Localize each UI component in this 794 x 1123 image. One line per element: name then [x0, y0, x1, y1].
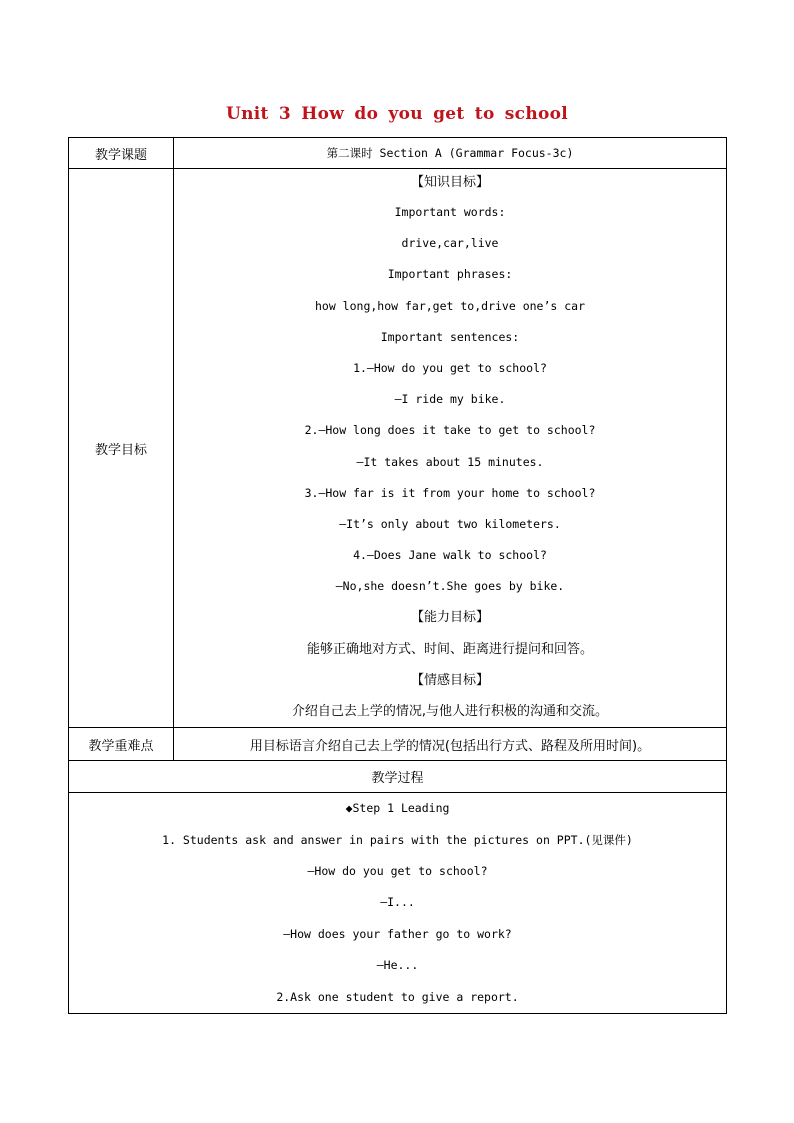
ability-text: 能够正确地对方式、时间、距离进行提问和回答。: [306, 641, 593, 657]
objectives-label: 教学目标: [69, 169, 174, 728]
objectives-content: [174, 169, 727, 728]
sentence-line: —I ride my bike.: [394, 392, 506, 407]
sentence-line: 3.—How far is it from your home to school?: [304, 485, 596, 500]
process-heading: 教学过程: [69, 761, 727, 793]
sentence-line: —It takes about 15 minutes.: [356, 454, 544, 469]
step-title: ◆Step 1 Leading: [345, 801, 450, 816]
sentence-line: 4.—Does Jane walk to school?: [353, 548, 547, 563]
key-points-value: 用目标语言介绍自己去上学的情况(包括出行方式、路程及所用时间)。: [174, 728, 727, 761]
process-content: [69, 793, 727, 1014]
emotion-heading: 【情感目标】: [410, 672, 489, 688]
knowledge-heading: 【知识目标】: [410, 175, 489, 190]
process-row: [69, 793, 727, 1014]
key-points-label: 教学重难点: [69, 728, 174, 761]
dialogue-line: —How do you get to school?: [307, 863, 488, 878]
sentences-label: Important sentences:: [380, 329, 520, 344]
lesson-value: 第二课时 Section A (Grammar Focus-3c): [174, 138, 727, 169]
process-heading-row: [69, 761, 727, 793]
dialogue-line: —He...: [376, 958, 419, 973]
lesson-row: [69, 138, 727, 169]
sentence-line: —It’s only about two kilometers.: [339, 516, 561, 531]
phrases-label: Important phrases:: [387, 267, 513, 282]
words-list: drive,car,live: [401, 236, 499, 251]
process-item-2: 2.Ask one student to give a report.: [276, 989, 519, 1004]
emotion-text: 介绍自己去上学的情况,与他人进行积极的沟通和交流。: [291, 704, 609, 719]
lesson-label: 教学课题: [69, 138, 174, 169]
objectives-row: [69, 169, 727, 728]
process-item-1: 1. Students ask and answer in pairs with the pictures on PPT.(见课件): [162, 832, 633, 847]
words-label: Important words:: [394, 205, 506, 219]
sentence-line: 1.—How do you get to school?: [353, 360, 547, 375]
sentence-line: —No,she doesn’t.She goes by bike.: [335, 579, 565, 594]
dialogue-line: —How does your father go to work?: [283, 926, 512, 941]
phrases-list: how long,how far,get to,drive one’s car: [314, 298, 586, 313]
key-points-row: [69, 728, 727, 761]
sentence-line: 2.—How long does it take to get to school?: [304, 423, 596, 438]
document-title: Unit 3 How do you get to school: [225, 104, 569, 124]
dialogue-line: —I...: [380, 895, 415, 910]
ability-heading: 【能力目标】: [410, 610, 489, 626]
lesson-plan-table: [68, 137, 727, 1014]
